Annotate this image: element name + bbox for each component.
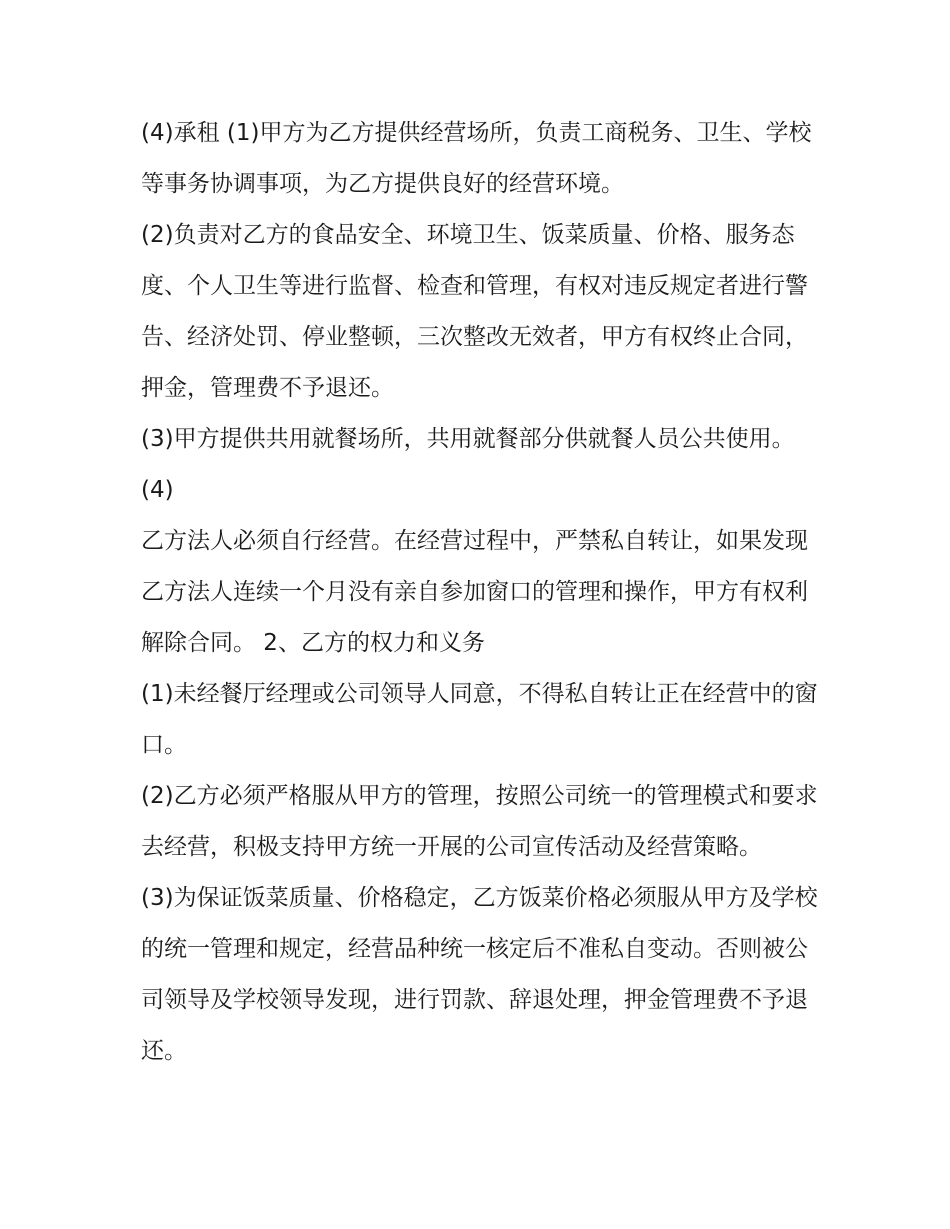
paragraph-landlord-duty-4: 乙方法人必须自行经营。在经营过程中，严禁私自转让，如果发现乙方法人连续一个月没有亲自参加窗口的管理和操作，甲方有权利解除合同。 2、乙方的权力和义务 xyxy=(141,528,808,656)
paragraph-tenant-duty-3: (3)为保证饭菜质量、价格稳定，乙方饭菜价格必须服从甲方及学校的统一管理和规定，经营品种统一核定后不准私自变动。否则被公司领导及学校领导发现，进行罚款、辞退处理，押金管理费不予退还。 xyxy=(141,885,818,1064)
paragraph-landlord-duty-2: (2)负责对乙方的食品安全、环境卫生、饭菜质量、价格、服务态度、个人卫生等进行监督、检查和管理，有权对违反规定者进行警告、经济处罚、停业整顿，三次整改无效者，甲方有权终止合同，押金，管理费不予退还。 xyxy=(141,222,808,401)
paragraph-tenant-duty-1: (1)未经餐厅经理或公司领导人同意，不得私自转让正在经营中的窗口。 xyxy=(141,681,818,758)
paragraph-tenant-duty-2: (2)乙方必须严格服从甲方的管理，按照公司统一的管理模式和要求去经营，积极支持甲方统一开展的公司宣传活动及经营策略。 xyxy=(141,783,818,860)
document-body xyxy=(141,108,821,1077)
paragraph-landlord-duty-1: (4)承租 (1)甲方为乙方提供经营场所，负责工商税务、卫生、学校等事务协调事项，为乙方提供良好的经营环境。 xyxy=(141,120,812,197)
paragraph-landlord-duty-3: (3)甲方提供共用就餐场所，共用就餐部分供就餐人员公共使用。 (4) xyxy=(141,426,802,503)
